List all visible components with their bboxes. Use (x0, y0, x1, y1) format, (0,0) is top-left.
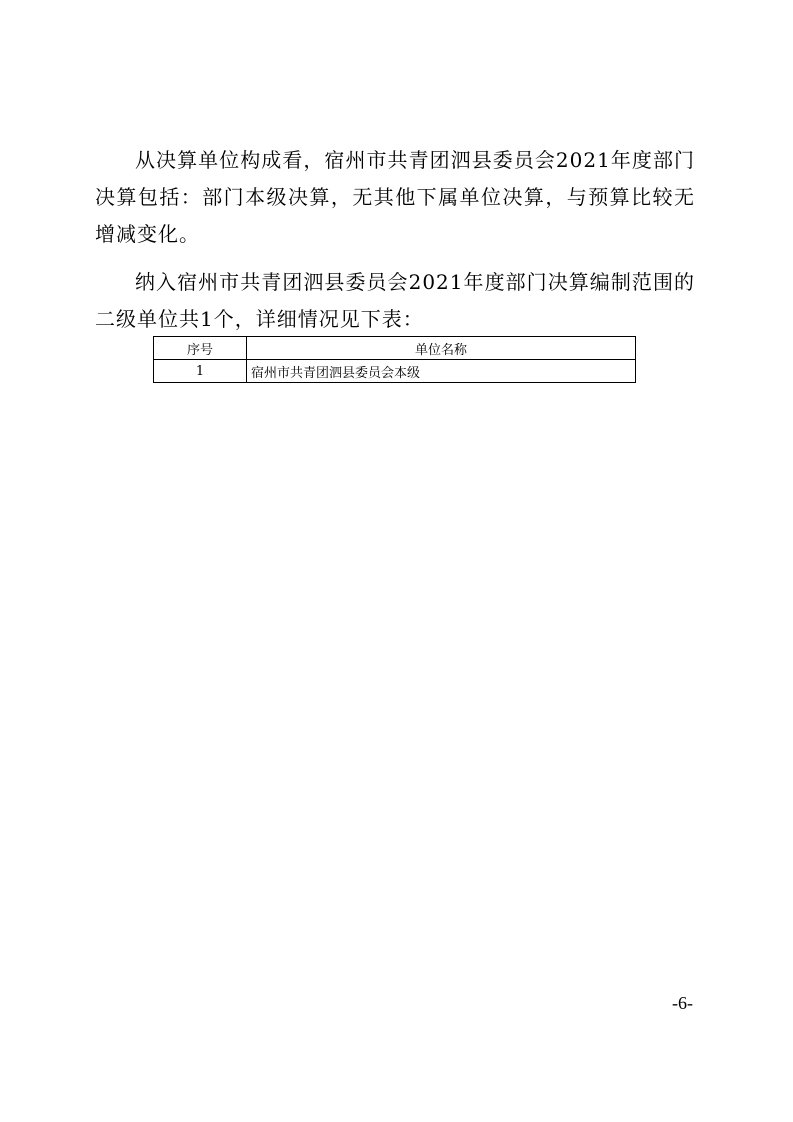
table-header-row (154, 337, 636, 360)
units-table (153, 336, 636, 383)
paragraph-unit-composition: 从决算单位构成看，宿州市共青团泗县委员会2021年度部门决算包括：部门本级决算，无其他下属单位决算，与预算比较无增减变化。 (95, 148, 695, 246)
table-row (154, 360, 636, 383)
header-unit-name: 单位名称 (247, 337, 636, 360)
page-number: -6- (672, 993, 693, 1013)
header-serial-number: 序号 (154, 337, 247, 360)
cell-serial-number: 1 (154, 360, 247, 383)
paragraph-scope: 纳入宿州市共青团泗县委员会2021年度部门决算编制范围的二级单位共1个，详细情况见下表： (95, 270, 695, 331)
cell-unit-name: 宿州市共青团泗县委员会本级 (247, 360, 636, 383)
